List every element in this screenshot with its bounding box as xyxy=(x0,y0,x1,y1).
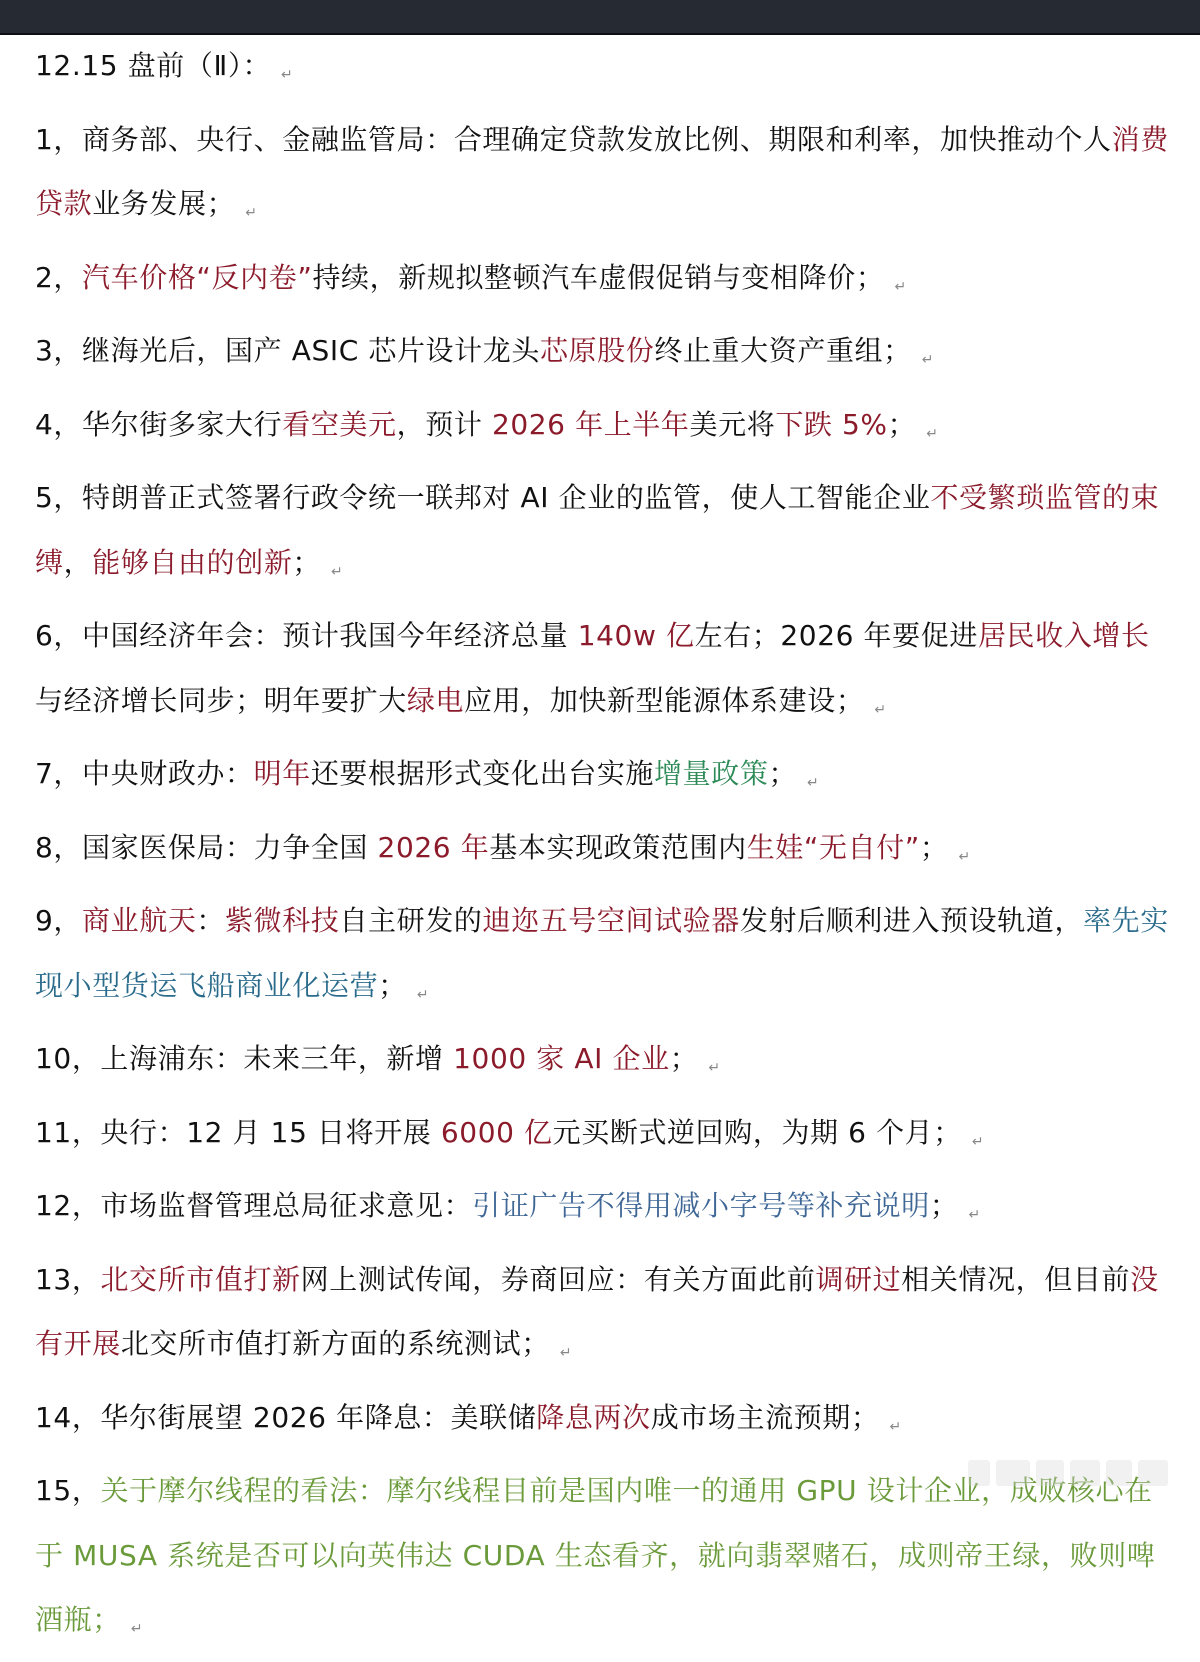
text-segment: 4，华尔街多家大行 xyxy=(35,407,283,441)
highlighted-text: 居民收入增长 xyxy=(977,619,1150,652)
highlighted-text: 看空美元 xyxy=(282,407,397,441)
text-segment: 5，特朗普正式签署行政令统一联邦对 AI 企业的监管，使人工智能企业 xyxy=(35,481,931,514)
paragraph-return-icon: ↵ xyxy=(921,352,935,368)
news-item xyxy=(35,1101,1175,1175)
text-segment: 12，市场监督管理总局征求意见： xyxy=(35,1189,473,1222)
watermark xyxy=(968,1456,1178,1490)
text-segment: 还要根据形式变化出台实施 xyxy=(310,757,655,790)
text-segment: ； xyxy=(887,407,917,441)
paragraph-return-icon: ↵ xyxy=(281,67,294,83)
text-segment: 元买断式逆回购，为期 6 个月； xyxy=(552,1115,962,1149)
text-segment: 7，中央财政办： xyxy=(35,757,254,790)
paragraph-return-icon: ↵ xyxy=(968,1207,981,1223)
highlighted-text: 140w 亿 xyxy=(577,619,695,652)
highlighted-text: 调研过 xyxy=(815,1262,902,1296)
highlighted-text: 明年 xyxy=(253,757,311,790)
news-item xyxy=(35,742,1175,816)
highlighted-text: 2026 年上半年 xyxy=(491,407,690,441)
highlighted-text: 降息两次 xyxy=(536,1400,651,1434)
paragraph-return-icon: ↵ xyxy=(708,1060,721,1076)
text-segment: ； xyxy=(929,1189,959,1222)
highlighted-text: 芯原股份 xyxy=(539,334,655,367)
text-segment: ，预计 xyxy=(396,407,492,441)
text-segment: 应用，加快新型能源体系建设； xyxy=(464,683,865,717)
text-segment: 基本实现政策范围内 xyxy=(489,830,747,864)
text-segment: ； xyxy=(378,968,407,1002)
text-segment: 发射后顺利进入预设轨道， xyxy=(739,904,1084,937)
text-segment: ， xyxy=(63,545,93,579)
highlighted-text: 6000 亿 xyxy=(440,1115,553,1149)
text-segment: 13， xyxy=(35,1262,101,1296)
news-item xyxy=(35,108,1175,246)
text-segment: 成市场主流预期； xyxy=(650,1400,880,1434)
news-item xyxy=(35,246,1175,320)
text-segment: 1，商务部、央行、金融监管局：合理确定贷款发放比例、期限和利率，加快推动个人 xyxy=(35,122,1112,156)
highlighted-text: 迪迩五号空间试验器 xyxy=(482,904,740,937)
highlighted-text: 生娃“无自付” xyxy=(746,830,920,864)
text-segment: ； xyxy=(919,830,949,864)
highlighted-text: 商业航天 xyxy=(82,904,197,937)
highlighted-text: 增量政策 xyxy=(654,757,769,790)
text-segment: 2， xyxy=(35,260,83,294)
top-dark-bar xyxy=(0,0,1200,35)
paragraph-return-icon: ↵ xyxy=(894,278,907,295)
text-segment: 相关情况，但目前 xyxy=(901,1262,1131,1296)
paragraph-return-icon: ↵ xyxy=(416,986,430,1003)
highlighted-text: 下跌 5% xyxy=(775,407,888,441)
paragraph-return-icon: ↵ xyxy=(807,775,820,791)
highlighted-text: 1000 家 AI 企业 xyxy=(453,1042,670,1075)
text-segment: 12.15 盘前（Ⅱ）： xyxy=(35,49,272,82)
text-segment: 业务发展； xyxy=(92,187,236,220)
text-segment: 与经济增长同步；明年要扩大 xyxy=(35,683,407,717)
text-segment: 6，中国经济年会：预计我国今年经济总量 xyxy=(35,619,578,652)
text-segment: 10，上海浦东：未来三年，新增 xyxy=(35,1042,454,1075)
paragraph-return-icon: ↵ xyxy=(926,425,939,442)
text-segment: 9， xyxy=(35,904,83,937)
text-segment: 网上测试传闻，券商回应：有关方面此前 xyxy=(300,1262,816,1296)
highlighted-text: 消费贷款 xyxy=(35,122,1169,220)
paragraph-return-icon: ↵ xyxy=(331,563,344,580)
paragraph-return-icon: ↵ xyxy=(889,1418,902,1435)
highlighted-text: 绿电 xyxy=(406,683,465,717)
text-segment: 终止重大资产重组； xyxy=(654,334,912,367)
news-item xyxy=(35,1174,1175,1248)
highlighted-text: 没有开展 xyxy=(35,1262,1159,1360)
highlighted-text: 紫微科技 xyxy=(225,904,340,937)
text-segment: ； xyxy=(292,545,322,579)
paragraph-return-icon: ↵ xyxy=(559,1345,573,1361)
highlighted-text: 能够自由的创新 xyxy=(92,545,293,579)
document-title xyxy=(35,34,1175,108)
paragraph-return-icon: ↵ xyxy=(874,701,887,718)
highlighted-text: 引证广告不得用减小字号等补充说明 xyxy=(472,1189,930,1222)
highlighted-text: 率先实现小型货运飞船商业化运营 xyxy=(35,904,1169,1002)
highlighted-text: 2026 年 xyxy=(377,830,490,864)
text-segment: 左右；2026 年要促进 xyxy=(694,619,978,652)
paragraph-return-icon: ↵ xyxy=(245,205,258,221)
news-item xyxy=(35,1248,1175,1386)
text-segment: ： xyxy=(196,904,226,937)
text-segment: 美元将 xyxy=(689,407,776,441)
text-segment: 14，华尔街展望 2026 年降息：美联储 xyxy=(35,1400,537,1434)
highlighted-text: 关于摩尔线程的看法：摩尔线程目前是国内唯一的通用 GPU 设计企业，成败核心在于 MUSA 系统是否可以向英伟达 CUDA 生态看齐，就向翡翠赌石，成则帝王绿，败则啤酒瓶； xyxy=(35,1474,1156,1636)
text-segment: ； xyxy=(669,1042,699,1075)
text-segment: 持续，新规拟整顿汽车虚假促销与变相降价； xyxy=(312,260,885,294)
text-segment: ； xyxy=(768,757,798,790)
highlighted-text: 北交所市值打新 xyxy=(100,1262,301,1296)
news-item xyxy=(35,604,1175,742)
news-item xyxy=(35,1386,1175,1460)
paragraph-return-icon: ↵ xyxy=(971,1133,985,1150)
text-segment: 11，央行：12 月 15 日将开展 xyxy=(35,1115,441,1149)
text-segment: 15， xyxy=(35,1474,101,1507)
news-item xyxy=(35,1027,1175,1101)
highlighted-text: 不受繁琐监管的束缚 xyxy=(35,481,1160,579)
paragraph-return-icon: ↵ xyxy=(130,1621,144,1637)
text-segment: 8，国家医保局：力争全国 xyxy=(35,830,378,864)
news-item xyxy=(35,393,1175,467)
highlighted-text: 汽车价格“反内卷” xyxy=(82,260,313,294)
document-body xyxy=(35,34,1175,1662)
text-segment: 3，继海光后，国产 ASIC 芯片设计龙头 xyxy=(35,334,540,367)
news-item xyxy=(35,816,1175,890)
news-item xyxy=(35,466,1175,604)
text-segment: 北交所市值打新方面的系统测试； xyxy=(120,1327,550,1360)
news-item xyxy=(35,889,1175,1027)
text-segment: 自主研发的 xyxy=(339,904,483,937)
paragraph-return-icon: ↵ xyxy=(958,848,971,865)
news-item xyxy=(35,319,1175,393)
